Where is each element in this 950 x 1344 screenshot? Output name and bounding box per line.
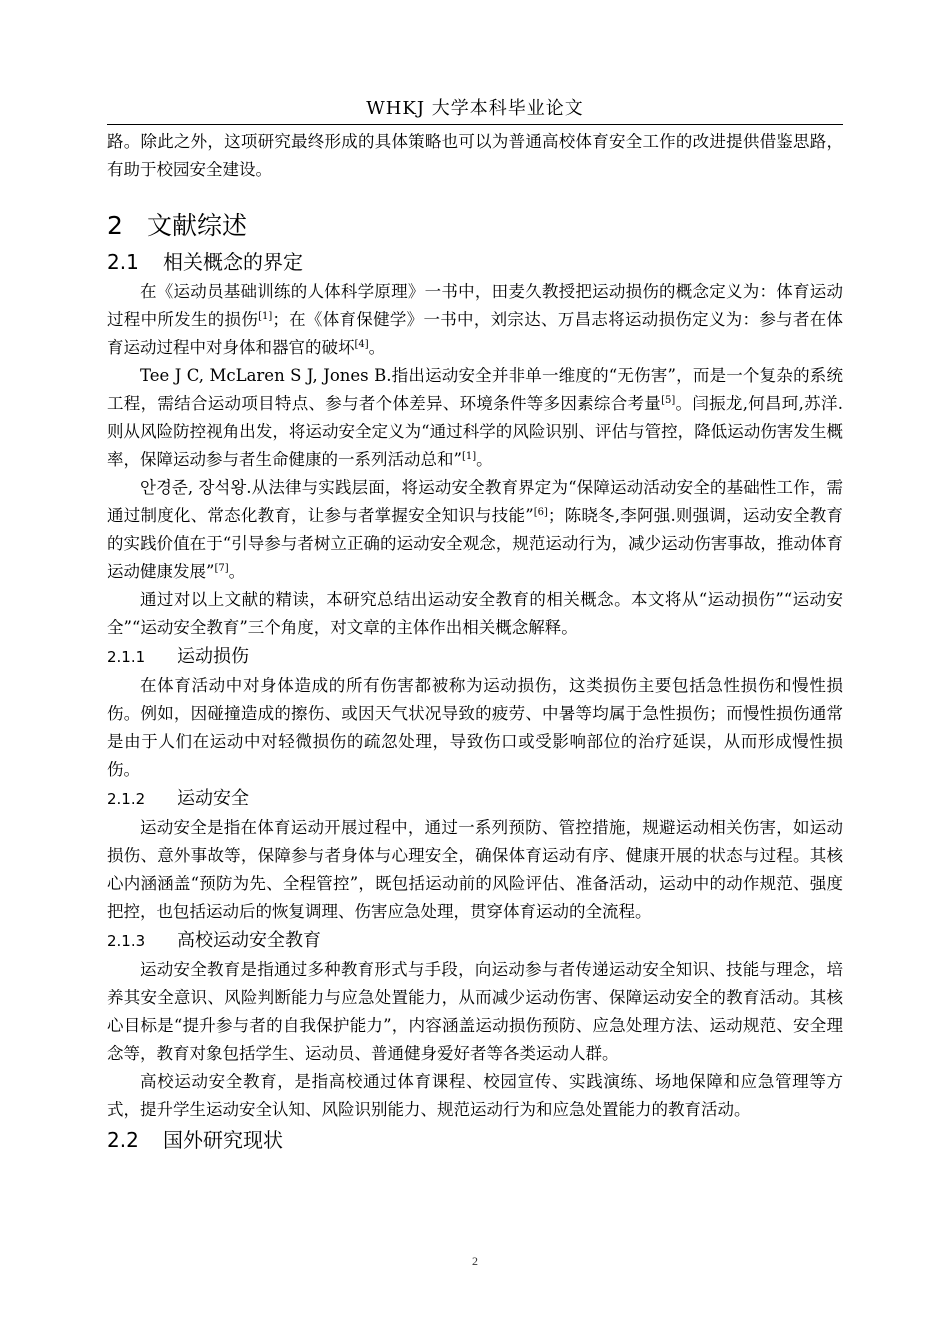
- text-run: 在《运动员基础训练的人体科学原理》一书中，田麦久教授把运动损伤的概念定义为：体育运动过程中所发生的损伤: [107, 282, 843, 329]
- section-title: 相关概念的界定: [163, 250, 303, 274]
- paragraph-definition-education: [107, 474, 843, 586]
- paragraph-summary: 通过对以上文献的精读，本研究总结出运动安全教育的相关概念。本文将从“运动损伤”“运动安全”“运动安全教育”三个角度，对文章的主体作出相关概念解释。: [107, 590, 843, 637]
- section-title: 运动损伤: [177, 646, 249, 667]
- section-number: 2.1.2: [107, 790, 146, 808]
- section-heading-2-1-1: [107, 642, 843, 672]
- section-title: 高校运动安全教育: [177, 930, 321, 951]
- text-run: 。闫振龙,何昌珂,苏洋.则从风险防控视角出发，将运动安全定义为“通过科学的风险识别、评估与管控，降低运动伤害发生概率，保障运动参与者生命健康的一系列活动总和”: [107, 394, 843, 469]
- citation: [4]: [354, 339, 369, 350]
- section-number: 2.2: [107, 1128, 139, 1152]
- text-run: Tee J C, McLaren S J, Jones B.指出运动安全并非单一维度的“无伤害”，而是一个复杂的系统工程，需结合运动项目特点、参与者个体差异、环境条件等多因素综合考量: [107, 366, 843, 413]
- section-heading-2: [107, 206, 843, 246]
- text-run: 。: [476, 450, 493, 469]
- paragraph-definition-safety: [107, 362, 843, 474]
- section-heading-2-1: [107, 246, 843, 278]
- running-header: WHKJ 大学本科毕业论文: [366, 98, 584, 119]
- paragraph-university-education: 高校运动安全教育，是指高校通过体育课程、校园宣传、实践演练、场地保障和应急管理等方式，提升学生运动安全认知、风险识别能力、规范运动行为和应急处置能力的教育活动。: [107, 1072, 843, 1119]
- text-run: ；在《体育保健学》一书中，刘宗达、万昌志将运动损伤定义为：参与者在体育运动过程中对身体和器官的破坏: [107, 310, 844, 357]
- intro-paragraph: 路。除此之外，这项研究最终形成的具体策略也可以为普通高校体育安全工作的改进提供借鉴思路，有助于校园安全建设。: [107, 132, 843, 179]
- citation: [7]: [214, 563, 229, 574]
- text-run: ；陈晓冬,李阿强.则强调，运动安全教育的实践价值在于“引导参与者树立正确的运动安全观念，规范运动行为，减少运动伤害事故，推动体育运动健康发展”: [107, 506, 843, 581]
- section-number: 2: [107, 211, 123, 240]
- section-heading-2-1-3: [107, 926, 843, 956]
- citation: [5]: [661, 395, 676, 406]
- paragraph-safety-education: 运动安全教育是指通过多种教育形式与手段，向运动参与者传递运动安全知识、技能与理念，培养其安全意识、风险判断能力与应急处置能力，从而减少运动伤害、保障运动安全的教育活动。其核心目标是“提升参与者的自我保护能力”，内容涵盖运动损伤预防、应急处理方法、运动规范、安全理念等，教育对象包括学生、运动员、普通健身爱好者等各类运动人群。: [107, 960, 843, 1063]
- section-title: 国外研究现状: [163, 1128, 283, 1152]
- page-number: 2: [472, 1254, 478, 1268]
- section-title: 运动安全: [177, 788, 249, 809]
- section-heading-2-1-2: [107, 784, 843, 814]
- section-title: 文献综述: [147, 211, 248, 240]
- paragraph-sports-safety: 运动安全是指在体育运动开展过程中，通过一系列预防、管控措施，规避运动相关伤害，如运动损伤、意外事故等，保障参与者身体与心理安全，确保体育运动有序、健康开展的状态与过程。其核心内涵涵盖“预防为先、全程管控”，既包括运动前的风险评估、准备活动，运动中的动作规范、强度把控，也包括运动后的恢复调理、伤害应急处理，贯穿体育运动的全流程。: [107, 818, 843, 921]
- citation: [6]: [533, 507, 548, 518]
- paragraph-definition-injury: [107, 278, 843, 362]
- section-heading-2-2: [107, 1124, 843, 1156]
- section-number: 2.1.1: [107, 648, 146, 666]
- paragraph-sports-injury: 在体育活动中对身体造成的所有伤害都被称为运动损伤，这类损伤主要包括急性损伤和慢性损伤。例如，因碰撞造成的擦伤、或因天气状况导致的疲劳、中暑等均属于急性损伤；而慢性损伤通常是由于人们在运动中对轻微损伤的疏忽处理，导致伤口或受影响部位的治疗延误，从而形成慢性损伤。: [107, 676, 843, 779]
- citation: [1]: [461, 451, 477, 462]
- text-run: 。: [228, 562, 246, 581]
- page-content: [107, 128, 843, 1156]
- text-run: 안경준, 장석왕.从法律与实践层面，将运动安全教育界定为“保障运动活动安全的基础性工作，需通过制度化、常态化教育，让参与者掌握安全知识与技能”: [107, 478, 843, 525]
- text-run: 。: [368, 338, 386, 357]
- header-rule: [107, 124, 843, 125]
- section-number: 2.1.3: [107, 932, 146, 950]
- citation: [1]: [258, 311, 273, 322]
- section-number: 2.1: [107, 250, 139, 274]
